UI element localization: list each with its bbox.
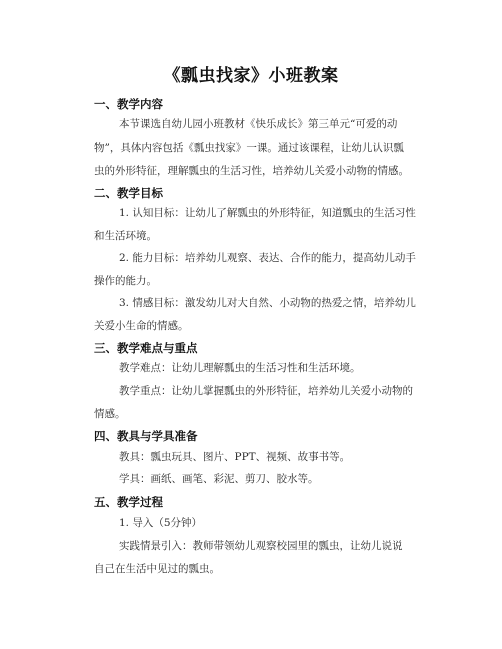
section-heading-objectives: 二、教学目标 bbox=[94, 186, 163, 200]
paragraph-line: 操作的能力。 bbox=[94, 275, 157, 287]
paragraph-line: 和生活环境。 bbox=[94, 230, 157, 242]
section-heading-materials: 四、教具与学具准备 bbox=[94, 429, 198, 443]
section-heading-difficulties: 三、教学难点与重点 bbox=[94, 341, 198, 355]
paragraph-line: 关爱小生命的情感。 bbox=[94, 320, 189, 332]
paragraph-line: 2. 能力目标：培养幼儿观察、表达、合作的能力，提高幼儿动手 bbox=[119, 252, 416, 264]
paragraph-line: 物”，具体内容包括《瓢虫找家》一课。通过该课程，让幼儿认识瓢 bbox=[94, 142, 404, 154]
document-title: 《瓢虫找家》小班教案 bbox=[163, 66, 339, 86]
paragraph-line: 自己在生活中见过的瓢虫。 bbox=[94, 563, 220, 575]
paragraph-line: 教具：瓢虫玩具、图片、PPT、视频、故事书等。 bbox=[119, 451, 351, 463]
paragraph-line: 实践情景引入：教师带领幼儿观察校园里的瓢虫，让幼儿说说 bbox=[119, 540, 403, 552]
paragraph-line: 虫的外形特征，理解瓢虫的生活习性，培养幼儿关爱小动物的情感。 bbox=[94, 165, 409, 177]
paragraph-line: 1. 认知目标：让幼儿了解瓢虫的外形特征，知道瓢虫的生活习性 bbox=[119, 207, 416, 219]
paragraph-line: 本节课选自幼儿园小班教材《快乐成长》第三单元“可爱的动 bbox=[119, 118, 398, 130]
section-heading-content: 一、教学内容 bbox=[94, 97, 163, 111]
paragraph-line: 1. 导入（5分钟） bbox=[119, 517, 203, 529]
section-heading-process: 五、教学过程 bbox=[94, 495, 163, 509]
paragraph-line: 教学重点：让幼儿掌握瓢虫的外形特征，培养幼儿关爱小动物的 bbox=[119, 385, 413, 397]
paragraph-line: 教学难点：让幼儿理解瓢虫的生活习性和生活环境。 bbox=[119, 362, 361, 374]
paragraph-line: 3. 情感目标：激发幼儿对大自然、小动物的热爱之情，培养幼儿 bbox=[119, 297, 416, 309]
paragraph-line: 情感。 bbox=[94, 408, 126, 420]
paragraph-line: 学具：画纸、画笔、彩泥、剪刀、胶水等。 bbox=[119, 473, 319, 485]
